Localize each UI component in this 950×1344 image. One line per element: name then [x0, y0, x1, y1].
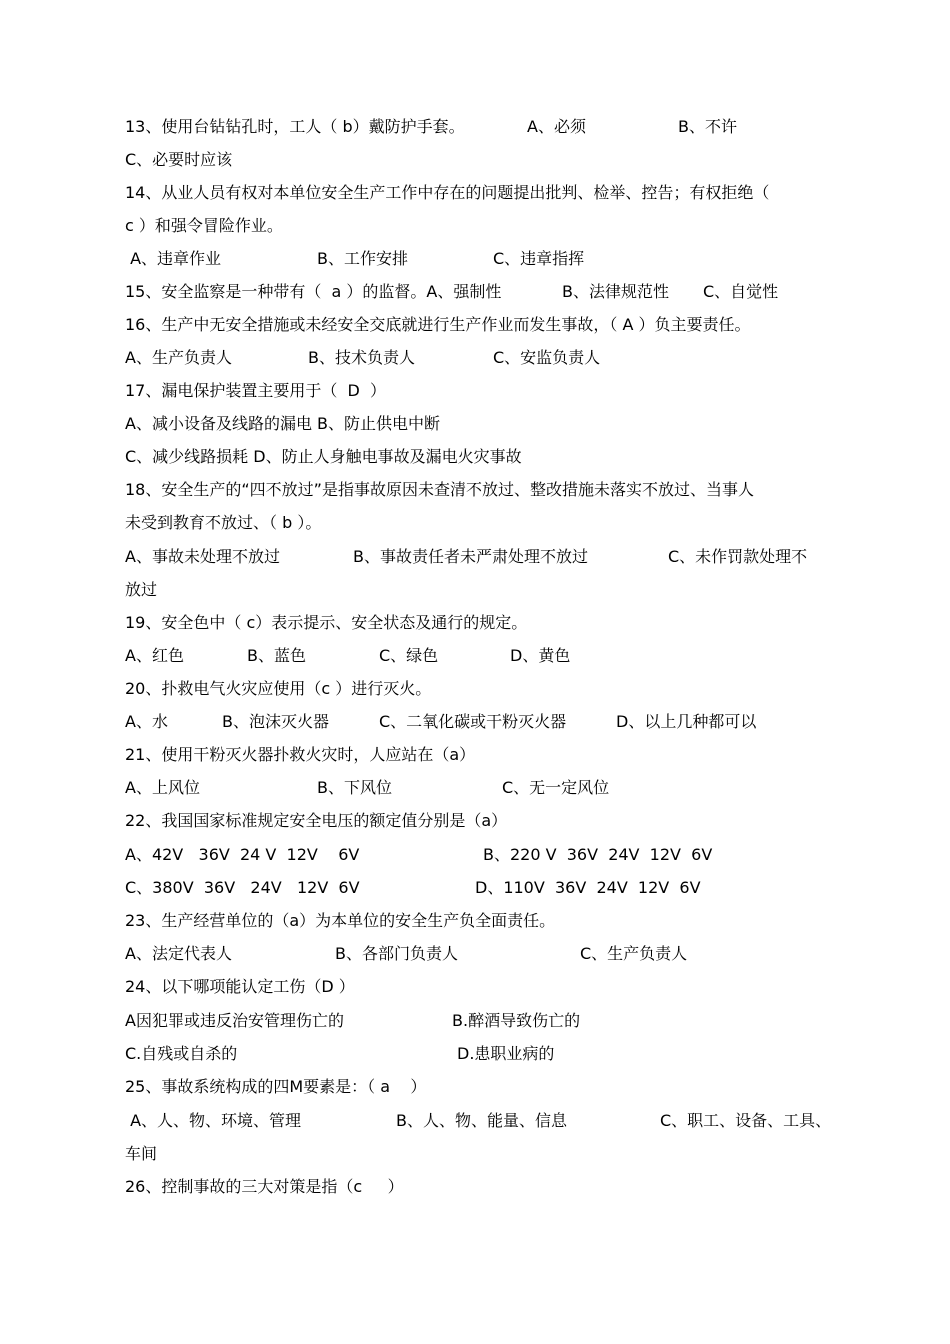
option-a: A、生产负责人: [125, 348, 232, 367]
question-18-text: 18、安全生产的“四不放过”是指事故原因未查清不放过、整改措施未落实不放过、当事人: [125, 480, 754, 499]
question-25-options-cont: [125, 1137, 158, 1170]
option-b: B、220 V 36V 24V 12V 6V: [483, 845, 713, 864]
question-22-options-2: [125, 871, 701, 904]
option-b: B、人、物、能量、信息: [396, 1111, 567, 1130]
option-c: C、生产负责人: [580, 944, 688, 963]
question-23-options: [125, 937, 688, 970]
option-b: B、各部门负责人: [335, 944, 458, 963]
option-d: D、以上几种都可以: [616, 712, 757, 731]
question-15-text: 15、安全监察是一种带有（ a ）的监督。A、强制性: [125, 282, 502, 301]
option-a: A、必须: [527, 117, 586, 136]
option-c: C、绿色: [379, 646, 439, 665]
option-a: A、红色: [125, 646, 184, 665]
question-24-options-2: [125, 1037, 555, 1070]
question-22-options-1: [125, 838, 713, 871]
question-14-options: [125, 242, 585, 275]
question-24-text: 24、以下哪项能认定工伤（D ）: [125, 977, 355, 996]
option-c: C、二氧化碳或干粉灭火器: [379, 712, 567, 731]
option-a: A、上风位: [125, 778, 200, 797]
question-17-options-2: [125, 440, 522, 473]
question-18-text-cont: 未受到教育不放过、（ b ）。: [125, 513, 322, 532]
question-17-options-1: [125, 407, 441, 440]
option-a: A因犯罪或违反治安管理伤亡的: [125, 1011, 344, 1030]
option-b: B、泡沫灭火器: [222, 712, 329, 731]
option-c: C、必要时应该: [125, 150, 233, 169]
option-b: B、工作安排: [317, 249, 408, 268]
option-b: B、法律规范性: [562, 282, 669, 301]
question-15-line: [125, 275, 779, 308]
question-24-options-1: [125, 1004, 581, 1037]
option-c: C、安监负责人: [493, 348, 601, 367]
question-19-line: [125, 606, 528, 639]
question-21-line: [125, 738, 476, 771]
question-25-text: 25、事故系统构成的四M要素是：（ a ）: [125, 1077, 427, 1096]
question-22-text: 22、我国国家标准规定安全电压的额定值分别是（a）: [125, 811, 508, 830]
question-13-option-line: [125, 143, 233, 176]
question-20-text: 20、扑救电气火灾应使用（c ）进行灭火。: [125, 679, 432, 698]
question-14-line: [125, 176, 770, 209]
option-c-cont: 车间: [125, 1144, 158, 1163]
question-20-options: [125, 705, 757, 738]
question-20-line: [125, 672, 432, 705]
question-13-line: [125, 110, 737, 143]
option-b: B、不许: [678, 117, 737, 136]
option-a: A、水: [125, 712, 168, 731]
question-19-options: [125, 639, 571, 672]
question-26-text: 26、控制事故的三大对策是指（c ）: [125, 1177, 404, 1196]
option-b: B、下风位: [317, 778, 392, 797]
option-c: C、自觉性: [703, 282, 779, 301]
option-c: C、违章指挥: [493, 249, 585, 268]
question-18-options: [125, 540, 808, 573]
option-a: A、违章作业: [125, 249, 222, 268]
question-18-options-cont: [125, 573, 158, 606]
option-b: B、技术负责人: [308, 348, 415, 367]
question-16-line: [125, 308, 751, 341]
question-16-options: [125, 341, 601, 374]
option-c: C、未作罚款处理不: [668, 547, 808, 566]
option-a: A、42V 36V 24 V 12V 6V: [125, 845, 360, 864]
option-d: D.患职业病的: [457, 1044, 555, 1063]
option-b: B、蓝色: [247, 646, 306, 665]
question-23-line: [125, 904, 556, 937]
question-26-line: [125, 1170, 404, 1203]
option-d: D、110V 36V 24V 12V 6V: [475, 878, 701, 897]
question-21-options: [125, 771, 610, 804]
question-23-text: 23、生产经营单位的（a）为本单位的安全生产负全面责任。: [125, 911, 556, 930]
option-c-cont: 放过: [125, 580, 158, 599]
question-25-options: [125, 1104, 832, 1137]
option-c: C、职工、设备、工具、: [660, 1111, 832, 1130]
question-14-text-cont: c ）和强令冒险作业。: [125, 216, 283, 235]
question-17-text: 17、漏电保护装置主要用于（ D ）: [125, 381, 387, 400]
option-a: A、事故未处理不放过: [125, 547, 280, 566]
option-a: A、人、物、环境、管理: [125, 1111, 302, 1130]
question-14-text: 14、从业人员有权对本单位安全生产工作中存在的问题提出批判、检举、控告；有权拒绝（: [125, 183, 770, 202]
option-c: C.自残或自杀的: [125, 1044, 238, 1063]
question-22-line: [125, 804, 508, 837]
option-a-b: A、减小设备及线路的漏电 B、防止供电中断: [125, 414, 441, 433]
question-16-text: 16、生产中无安全措施或未经安全交底就进行生产作业而发生事故，（ A ）负主要责任。: [125, 315, 751, 334]
question-21-text: 21、使用干粉灭火器扑救火灾时，人应站在（a）: [125, 745, 476, 764]
option-b: B.醉酒导致伤亡的: [452, 1011, 581, 1030]
question-25-line: [125, 1070, 427, 1103]
question-14-line-cont: [125, 209, 283, 242]
question-13-text: 13、使用台钻钻孔时，工人（ b）戴防护手套。: [125, 117, 465, 136]
option-d: D、黄色: [510, 646, 571, 665]
option-c-d: C、减少线路损耗 D、防止人身触电事故及漏电火灾事故: [125, 447, 522, 466]
option-c: C、无一定风位: [502, 778, 610, 797]
question-18-line: [125, 473, 754, 506]
option-c: C、380V 36V 24V 12V 6V: [125, 878, 360, 897]
question-19-text: 19、安全色中（ c）表示提示、安全状态及通行的规定。: [125, 613, 528, 632]
option-b: B、事故责任者未严肃处理不放过: [353, 547, 588, 566]
question-24-line: [125, 970, 355, 1003]
question-17-line: [125, 374, 387, 407]
question-18-line-cont: [125, 506, 322, 539]
option-a: A、法定代表人: [125, 944, 232, 963]
